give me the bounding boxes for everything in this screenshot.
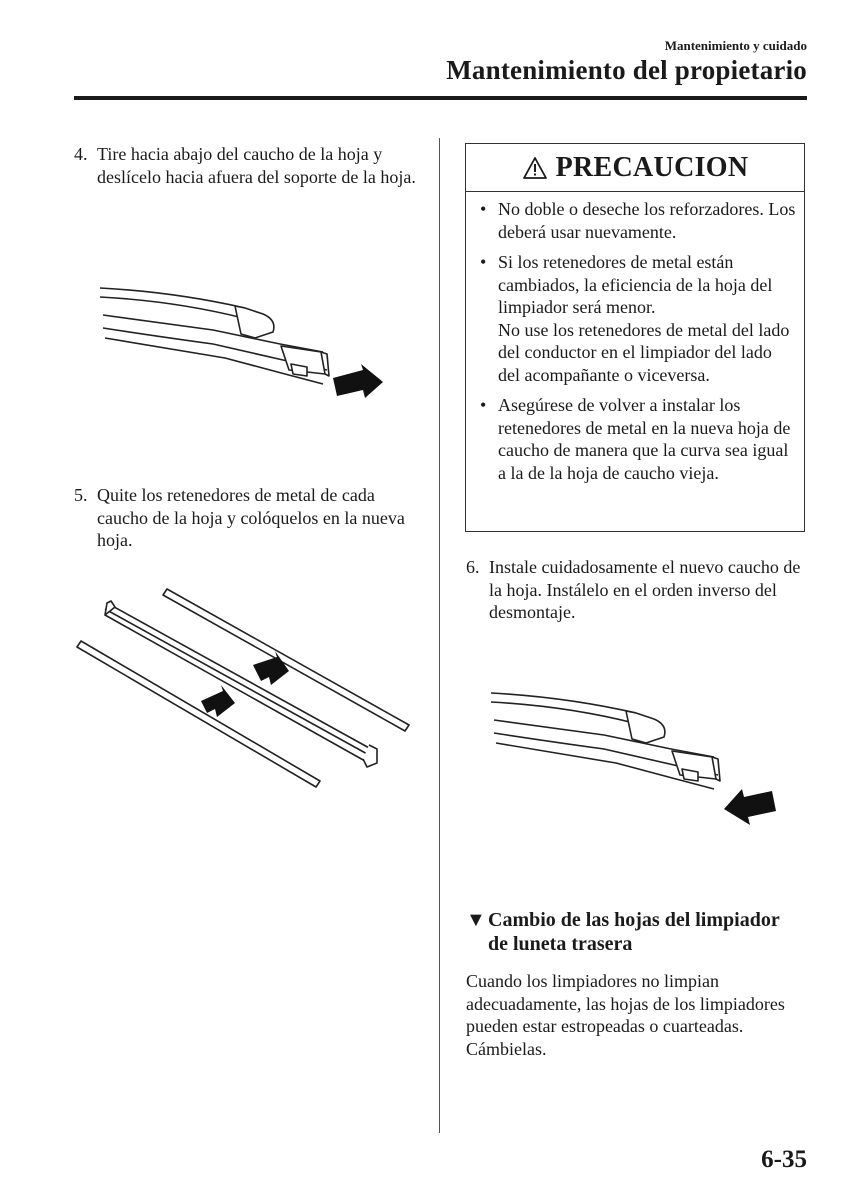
blade-arm-lower-edge [491, 702, 634, 723]
caution-box [465, 143, 805, 532]
caution-item [478, 251, 796, 386]
wiper-blade-removal-illustration [95, 280, 395, 410]
rubber-tip [682, 769, 698, 781]
step-4 [74, 143, 419, 188]
rubber-tip [291, 364, 307, 376]
blade-holder-cap [626, 711, 665, 743]
caution-item-text: Asegúrese de volver a instalar los retenedores de metal en la nueva hoja de caucho de manera que la curva sea igual a la de la hoja de caucho vieja. [498, 395, 791, 483]
body-paragraph: Cámbielas. [466, 1038, 547, 1059]
step-5-text: Quite los retenedores de metal de cada caucho de la hoja y colóquelos en la nueva hoja. [97, 485, 405, 550]
caution-item [478, 394, 796, 484]
insert-arrow-lower-icon [201, 685, 235, 717]
step-6 [466, 556, 811, 624]
step-5-number: 5. [74, 485, 88, 505]
page-title: Mantenimiento del propietario [446, 55, 807, 85]
section-marker-icon: ▼ [466, 909, 486, 931]
caution-header [466, 144, 804, 192]
blade-rubber-top [107, 603, 371, 749]
blade-rubber-end-right [363, 745, 377, 767]
page-number: 6-35 [761, 1146, 807, 1173]
body-paragraph: Cuando los limpiadores no limpian adecuadamente, las hojas de los limpiadores pueden estar estropeadas o cuarteadas. [466, 971, 785, 1036]
blade-arm-lower-edge [100, 297, 243, 318]
push-arrow-icon [724, 789, 776, 825]
column-divider [439, 138, 440, 1133]
pull-arrow-icon [333, 364, 383, 398]
caution-item-text: No use los retenedores de metal del lado del conductor en el limpiador del lado del acompañante o viceversa. [498, 319, 790, 385]
bullet: • [480, 395, 487, 415]
caution-item-text: Si los retenedores de metal están cambiados, la eficiencia de la hoja del limpiador será menor. [498, 252, 773, 317]
bullet: • [480, 252, 487, 272]
header-section-label: Mantenimiento y cuidado [664, 38, 807, 53]
bullet: • [480, 199, 487, 219]
step-4-number: 4. [74, 144, 88, 164]
section-body [466, 970, 811, 1060]
step-5 [74, 484, 419, 552]
caution-item [478, 198, 796, 243]
caution-item-text: No doble o deseche los reforzadores. Los deberá usar nuevamente. [498, 199, 796, 242]
step-4-text: Tire hacia abajo del caucho de la hoja y deslícelo hacia afuera del soporte de la hoja. [97, 144, 416, 187]
section-heading [466, 908, 796, 956]
header-rule [74, 96, 807, 100]
caution-list [466, 192, 804, 484]
step-6-text: Instale cuidadosamente el nuevo caucho de la hoja. Instálelo en el orden inverso del desmontaje. [489, 557, 801, 622]
caution-title: PRECAUCION [555, 151, 749, 183]
metal-retainers-illustration [75, 585, 415, 790]
section-title: Cambio de las hojas del limpiador de luneta trasera [488, 909, 780, 955]
warning-triangle-icon [522, 156, 548, 180]
step-6-number: 6. [466, 557, 480, 577]
wiper-blade-install-illustration [486, 685, 786, 830]
blade-holder-cap [235, 306, 274, 338]
